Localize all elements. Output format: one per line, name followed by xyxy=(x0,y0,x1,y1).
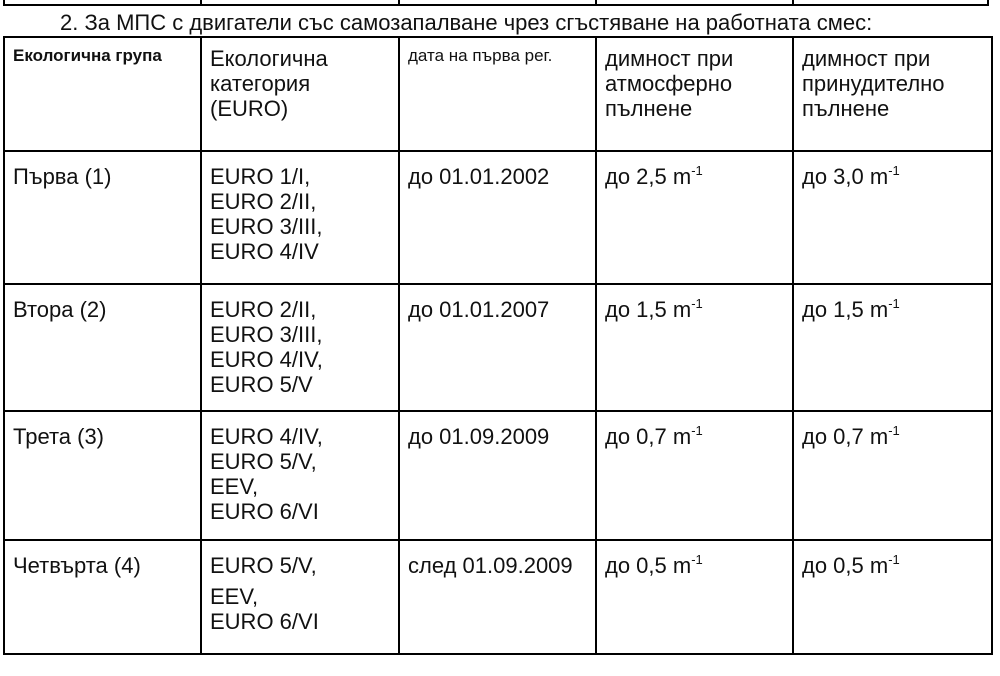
category-cell xyxy=(201,284,399,411)
ecological-groups-table xyxy=(3,36,993,655)
category-item: EURO 3/III, xyxy=(210,214,323,239)
smoke-value: до 0,7 m xyxy=(605,424,692,449)
unit-exponent: -1 xyxy=(888,163,900,178)
smoke-forced-cell xyxy=(793,411,992,540)
unit-exponent: -1 xyxy=(691,552,703,567)
table-header-row xyxy=(4,37,992,151)
previous-table-bottom-edge xyxy=(3,0,989,6)
date-cell: след 01.09.2009 xyxy=(399,540,596,654)
group-cell: Четвърта (4) xyxy=(4,540,201,654)
category-item: EEV, xyxy=(210,584,259,609)
smoke-atmospheric-cell xyxy=(596,411,793,540)
smoke-forced-cell xyxy=(793,284,992,411)
category-item: EURO 4/IV, xyxy=(210,424,323,449)
smoke-value: до 1,5 m xyxy=(802,297,889,322)
table-row xyxy=(4,151,992,284)
unit-exponent: -1 xyxy=(888,296,900,311)
header-ecological-category: Екологична категория (EURO) xyxy=(201,37,399,151)
smoke-atmospheric-cell xyxy=(596,284,793,411)
smoke-value: до 0,5 m xyxy=(802,553,889,578)
group-cell: Втора (2) xyxy=(4,284,201,411)
table-row xyxy=(4,540,992,654)
category-item: EURO 5/V xyxy=(210,372,313,397)
category-item: EURO 6/VI xyxy=(210,609,319,634)
smoke-value: до 0,5 m xyxy=(605,553,692,578)
unit-exponent: -1 xyxy=(888,552,900,567)
category-item: EURO 4/IV xyxy=(210,239,319,264)
category-item: EURO 5/V, xyxy=(210,449,317,474)
table-row xyxy=(4,411,992,540)
category-item: EURO 1/I, xyxy=(210,164,311,189)
date-cell: до 01.09.2009 xyxy=(399,411,596,540)
section-heading: 2. За МПС с двигатели със самозапалване чрез сгъстяване на работната смес: xyxy=(60,10,873,35)
smoke-value: до 3,0 m xyxy=(802,164,889,189)
category-item: EURO 5/V, xyxy=(210,553,317,578)
category-item: EURO 4/IV, xyxy=(210,347,323,372)
unit-exponent: -1 xyxy=(888,423,900,438)
category-cell xyxy=(201,540,399,654)
category-cell xyxy=(201,411,399,540)
unit-exponent: -1 xyxy=(691,296,703,311)
header-first-registration-date: дата на първа рег. xyxy=(399,37,596,151)
date-cell: до 01.01.2007 xyxy=(399,284,596,411)
smoke-value: до 1,5 m xyxy=(605,297,692,322)
header-smoke-forced: димност при принудително пълнене xyxy=(793,37,992,151)
smoke-atmospheric-cell xyxy=(596,540,793,654)
smoke-value: до 0,7 m xyxy=(802,424,889,449)
header-smoke-atmospheric: димност при атмосферно пълнене xyxy=(596,37,793,151)
unit-exponent: -1 xyxy=(691,163,703,178)
category-item: EEV, xyxy=(210,474,259,499)
smoke-forced-cell xyxy=(793,151,992,284)
category-item: EURO 6/VI xyxy=(210,499,319,524)
category-item: EURO 2/II, xyxy=(210,297,317,322)
category-cell xyxy=(201,151,399,284)
category-item: EURO 3/III, xyxy=(210,322,323,347)
group-cell: Трета (3) xyxy=(4,411,201,540)
category-item: EURO 2/II, xyxy=(210,189,317,214)
header-ecological-group: Екологична група xyxy=(4,37,201,151)
group-cell: Първа (1) xyxy=(4,151,201,284)
smoke-forced-cell xyxy=(793,540,992,654)
unit-exponent: -1 xyxy=(691,423,703,438)
table-row xyxy=(4,284,992,411)
smoke-value: до 2,5 m xyxy=(605,164,692,189)
smoke-atmospheric-cell xyxy=(596,151,793,284)
date-cell: до 01.01.2002 xyxy=(399,151,596,284)
